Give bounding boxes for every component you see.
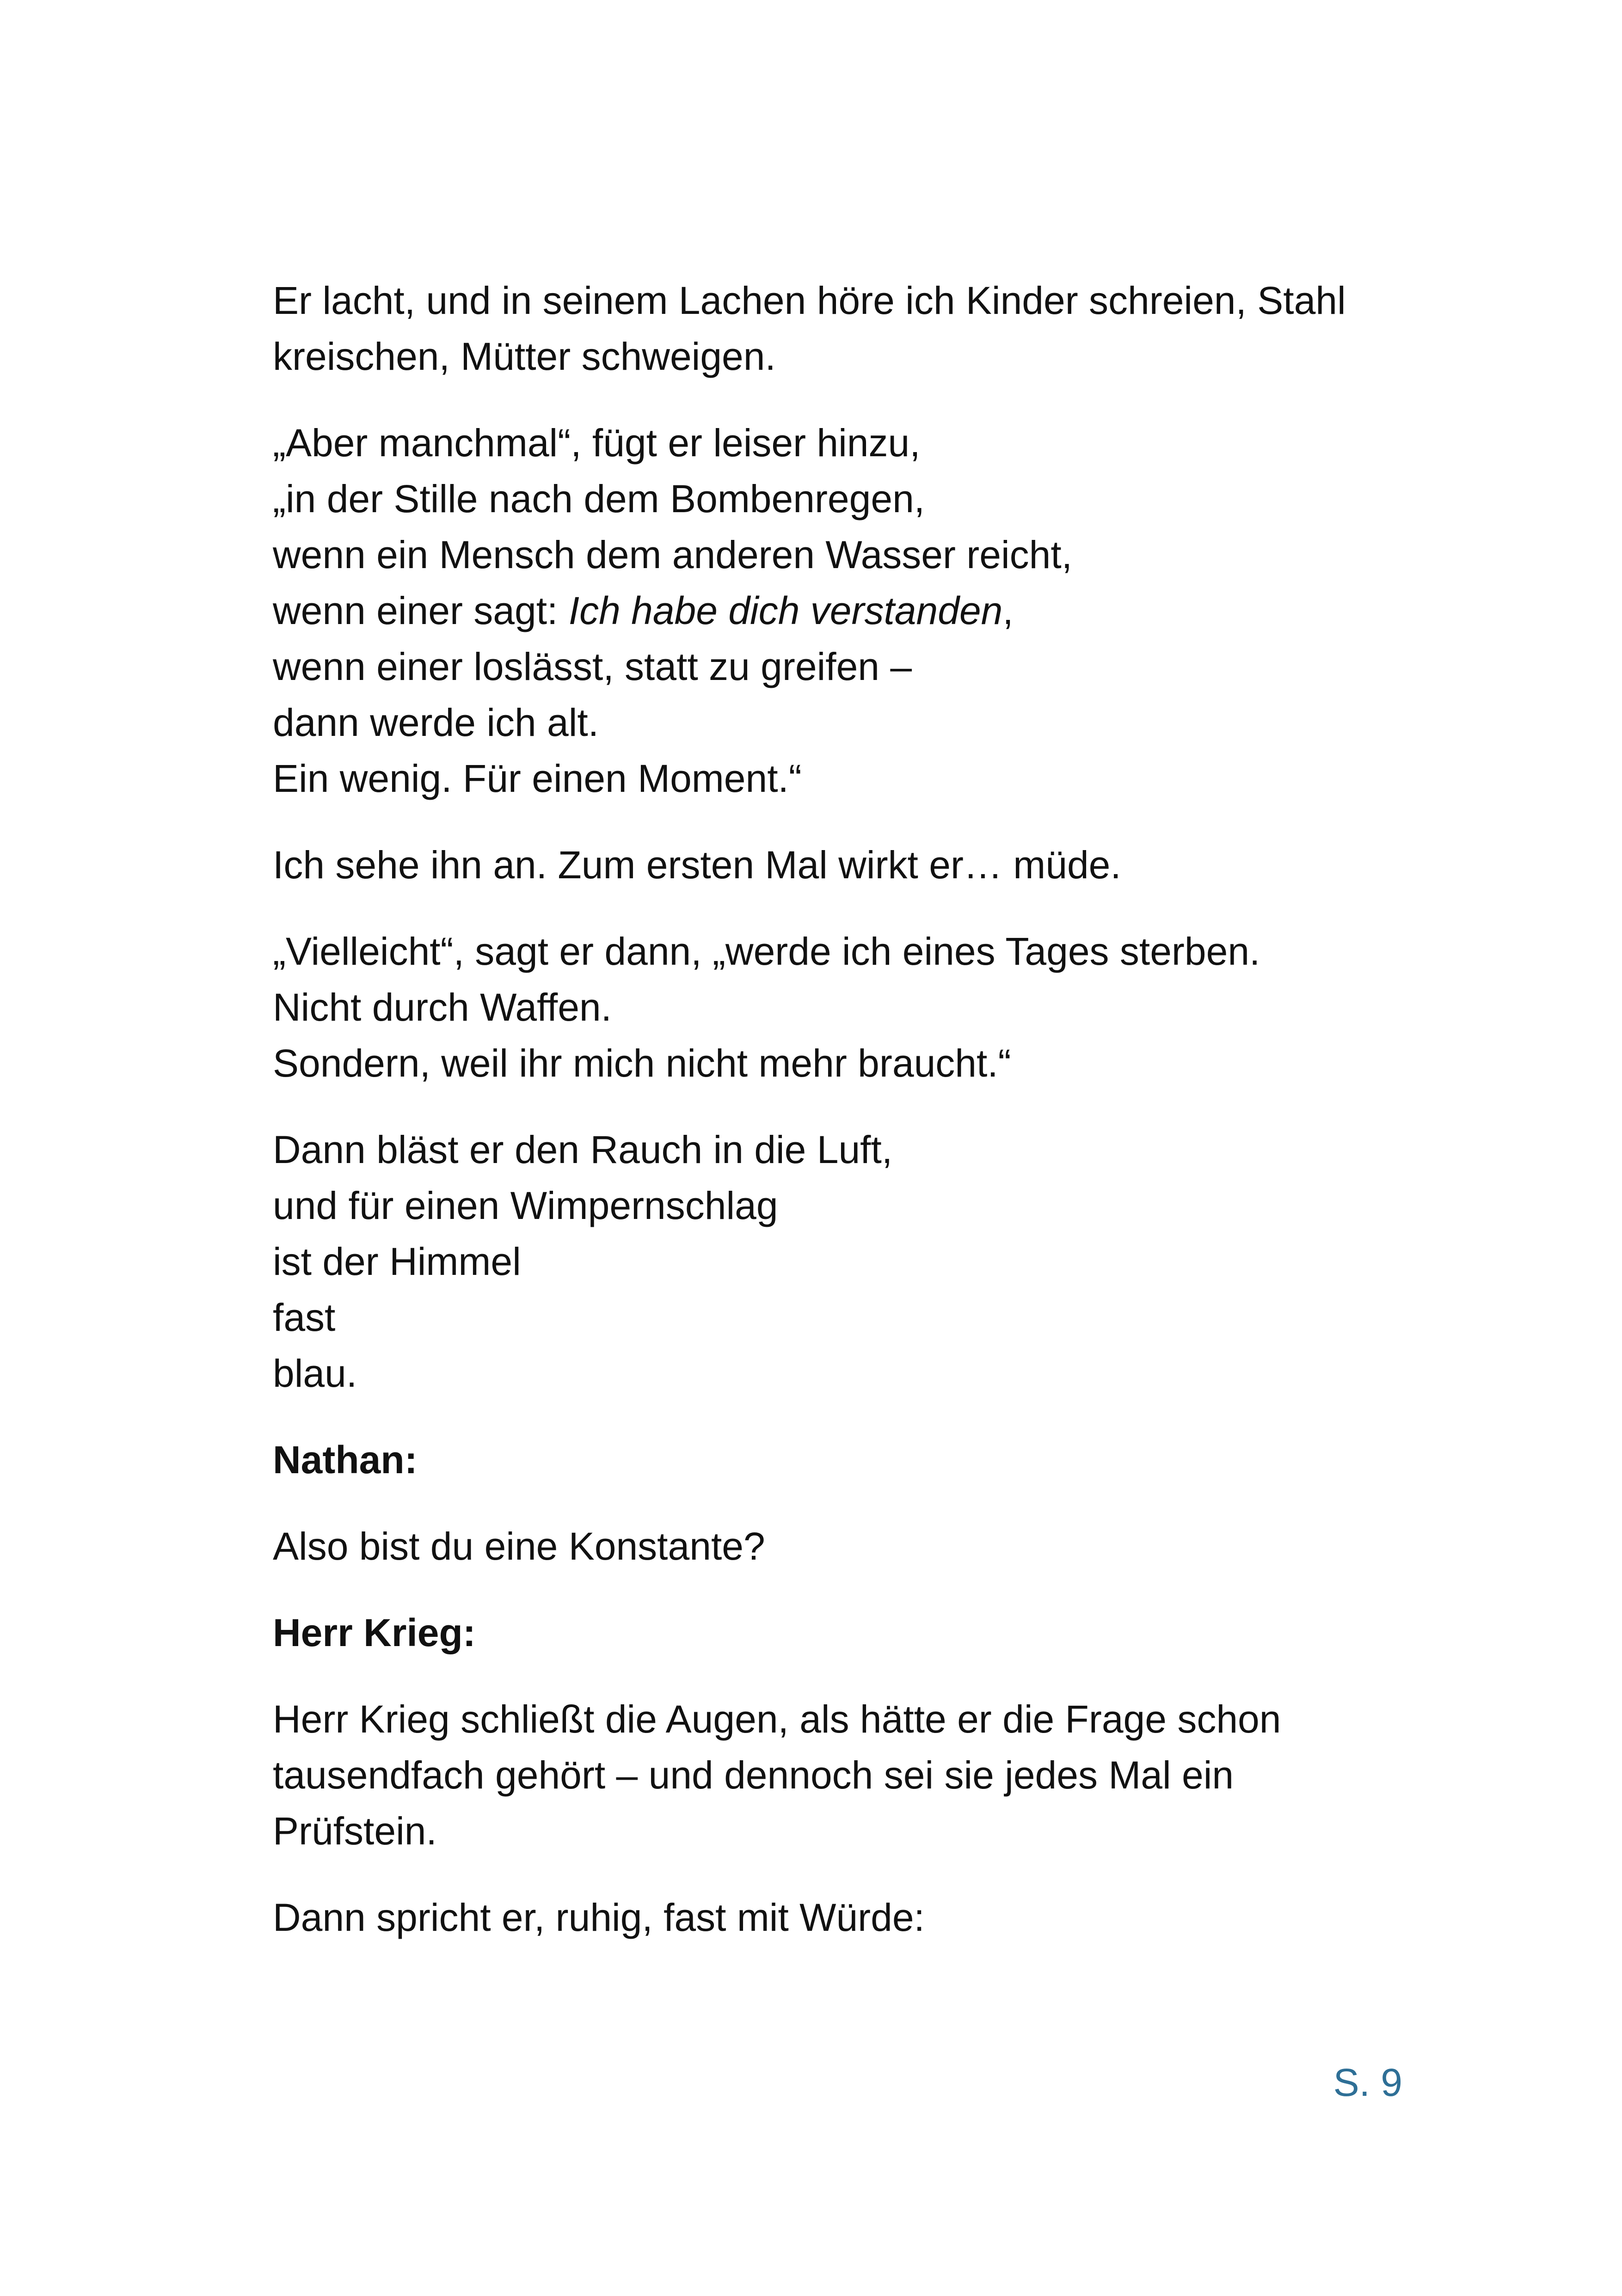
text-line: dann werde ich alt. (273, 701, 599, 744)
text-line: kreischen, Mütter schweigen. (273, 335, 776, 378)
text-line: Nicht durch Waffen. (273, 986, 612, 1029)
text-line: Ein wenig. Für einen Moment.“ (273, 757, 802, 800)
text-line: „in der Stille nach dem Bombenregen, (273, 477, 925, 520)
paragraph-5 (273, 1122, 1406, 1402)
page-number: S. 9 (1333, 2061, 1402, 2104)
paragraph-7 (273, 1691, 1406, 1859)
paragraph-4 (273, 924, 1406, 1091)
text-line: „Vielleicht“, sagt er dann, „werde ich eines Tages sterben. (273, 930, 1260, 973)
text-line: Dann bläst er den Rauch in die Luft, (273, 1128, 893, 1171)
text-line: ist der Himmel (273, 1240, 521, 1283)
italic-quote: Ich habe dich verstanden (568, 589, 1003, 632)
document-body (273, 273, 1406, 1976)
text-line: blau. (273, 1352, 357, 1395)
text-line: Er lacht, und in seinem Lachen höre ich Kinder schreien, Stahl (273, 279, 1346, 322)
text-line: tausendfach gehört – und dennoch sei sie jedes Mal ein (273, 1753, 1234, 1797)
text-line: Prüfstein. (273, 1809, 437, 1853)
text-line: „Aber manchmal“, fügt er leiser hinzu, (273, 421, 921, 465)
text-line: fast (273, 1296, 336, 1339)
speaker-label-nathan: Nathan: (273, 1438, 418, 1482)
text-line: Also bist du eine Konstante? (273, 1525, 765, 1568)
text-line: wenn ein Mensch dem anderen Wasser reicht, (273, 533, 1073, 576)
text-line: Dann spricht er, ruhig, fast mit Würde: (273, 1896, 925, 1939)
paragraph-8 (273, 1890, 1406, 1946)
text-line: und für einen Wimpernschlag (273, 1184, 778, 1227)
text-segment: , (1002, 589, 1014, 632)
text-line: Herr Krieg schließt die Augen, als hätte er die Frage schon (273, 1697, 1281, 1741)
speaker-label-herr-krieg: Herr Krieg: (273, 1611, 476, 1654)
paragraph-6 (273, 1518, 1406, 1574)
text-line: wenn einer loslässt, statt zu greifen – (273, 645, 912, 688)
paragraph-2 (273, 415, 1406, 807)
paragraph-1 (273, 273, 1406, 385)
text-line: Ich sehe ihn an. Zum ersten Mal wirkt er… müde. (273, 843, 1121, 887)
paragraph-3 (273, 837, 1406, 893)
text-line-with-italic (273, 583, 1406, 639)
text-line: Sondern, weil ihr mich nicht mehr braucht.“ (273, 1041, 1011, 1085)
text-segment: wenn einer sagt: (273, 589, 569, 632)
